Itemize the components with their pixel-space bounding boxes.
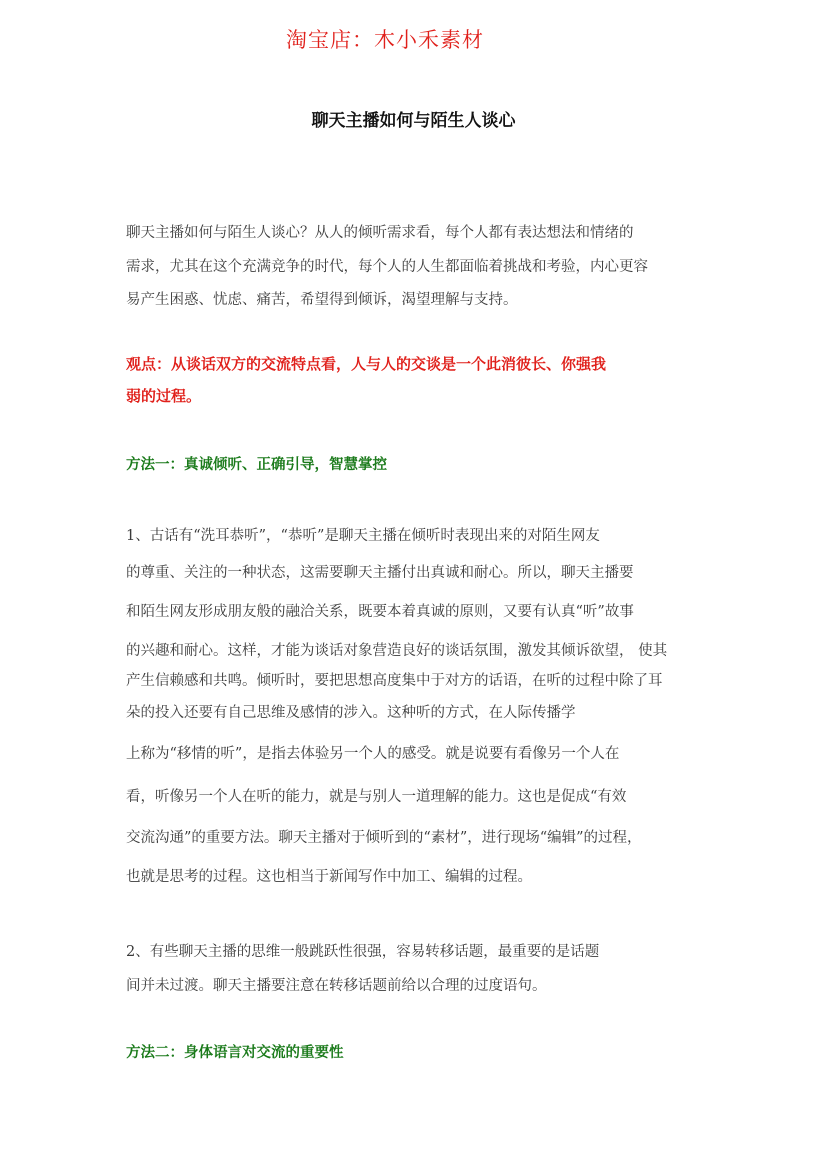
point1-line-4: 的兴趣和耐心。这样，才能为谈话对象营造良好的谈话氛围，激发其倾诉欲望， 使其 bbox=[126, 643, 668, 659]
method-one-heading: 方法一：真诚倾听、正确引导，智慧掌控 bbox=[126, 456, 387, 473]
method-two-heading: 方法二：身体语言对交流的重要性 bbox=[126, 1044, 344, 1061]
point1-line-2: 的尊重、关注的一种状态，这需要聊天主播付出真诚和耐心。所以，聊天主播要 bbox=[126, 565, 634, 581]
intro-line-1: 聊天主播如何与陌生人谈心？从人的倾听需求看，每个人都有表达想法和情绪的 bbox=[126, 225, 634, 241]
point1-line-7: 上称为“移情的听”，是指去体验另一个人的感受。就是说要有看像另一个人在 bbox=[126, 746, 620, 762]
viewpoint-line-1: 观点：从谈话双方的交流特点看，人与人的交谈是一个此消彼长、你强我 bbox=[126, 355, 607, 373]
document-title: 聊天主播如何与陌生人谈心 bbox=[311, 111, 516, 131]
intro-line-3: 易产生困惑、忧虑、痛苦，希望得到倾诉，渴望理解与支持。 bbox=[126, 292, 518, 308]
point2-line-1: 2、有些聊天主播的思维一般跳跃性很强，容易转移话题，最重要的是话题 bbox=[126, 944, 600, 960]
point1-line-9: 交流沟通”的重要方法。聊天主播对于倾听到的“素材”，进行现场“编辑”的过程， bbox=[126, 830, 642, 846]
point1-line-3: 和陌生网友形成朋友般的融洽关系，既要本着真诚的原则，又要有认真“听”故事 bbox=[126, 604, 634, 620]
point1-line-1: 1、古话有“洗耳恭听”，“恭听”是聊天主播在倾听时表现出来的对陌生网友 bbox=[126, 528, 600, 544]
point2-line-2: 间并未过渡。聊天主播要注意在转移话题前给以合理的过度语句。 bbox=[126, 978, 547, 994]
viewpoint-line-2: 弱的过程。 bbox=[126, 387, 202, 405]
intro-line-2: 需求，尤其在这个充满竞争的时代，每个人的人生都面临着挑战和考验，内心更容 bbox=[126, 259, 648, 275]
shop-header: 淘宝店：木小禾素材 bbox=[286, 28, 484, 52]
point1-line-6: 朵的投入还要有自己思维及感情的涉入。这种听的方式，在人际传播学 bbox=[126, 705, 576, 721]
point1-line-5: 产生信赖感和共鸣。倾听时，要把思想高度集中于对方的话语，在听的过程中除了耳 bbox=[126, 673, 663, 689]
point1-line-8: 看，听像另一个人在听的能力，就是与别人一道理解的能力。这也是促成“有效 bbox=[126, 789, 627, 805]
point1-line-10: 也就是思考的过程。这也相当于新闻写作中加工、编辑的过程。 bbox=[126, 869, 532, 885]
